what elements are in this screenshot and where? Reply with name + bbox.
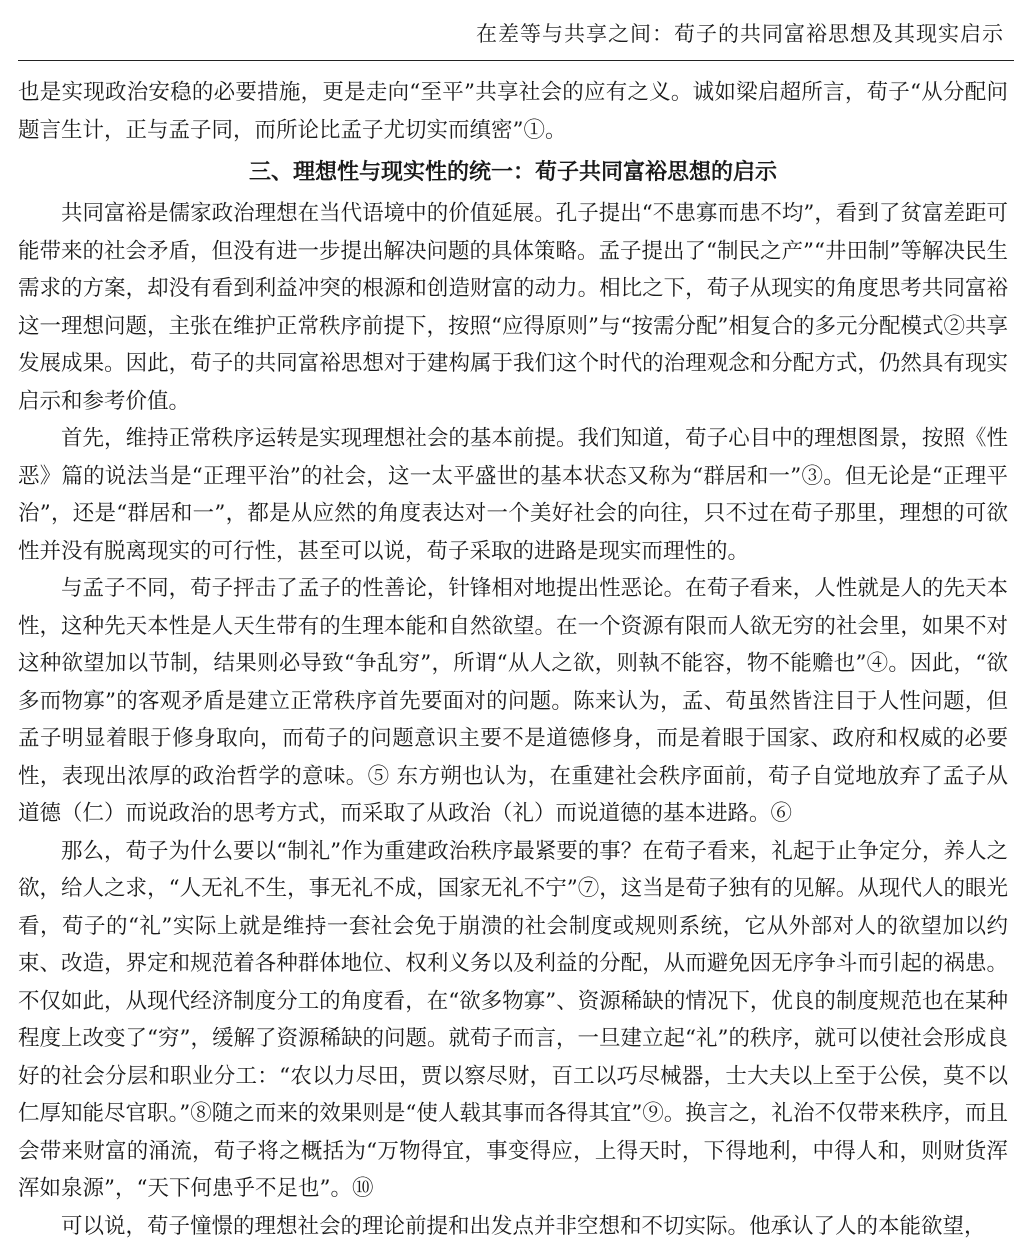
header-divider [18, 60, 1014, 61]
section-heading: 三、理想性与现实性的统一：荀子共同富裕思想的启示 [248, 160, 777, 185]
running-header: 在差等与共享之间：荀子的共同富裕思想及其现实启示 [476, 22, 1004, 46]
paragraph: 可以说，荀子憧憬的理想社会的理论前提和出发点并非空想和不切实际。他承认了人的本能欲望， [61, 1213, 986, 1239]
paragraph: 那么，荀子为什么要以“制礼”作为重建政治秩序最紧要的事？在荀子看来，礼起于止争定分，养人之欲，给人之求，“人无礼不生，事无礼不成，国家无礼不宁”⑦，这当是荀子独有的见解。从现代人的眼光看，荀子的“礼”实际上就是维持一套社会免于崩溃的社会制度或规则系统，它从外部对人的欲望加以约束、改造，界定和规范着各种群体地位、权利义务以及利益的分配，从而避免因无序争斗而引起的祸患。不仅如此，从现代经济制度分工的角度看，在“欲多物寡”、资源稀缺的情况下，优良的制度规范也在某种程度上改变了“穷”，缓解了资源稀缺的问题。就荀子而言，一旦建立起“礼”的秩序，就可以使社会形成良好的社会分层和职业分工：“农以力尽田，贾以察尽财，百工以巧尽械器，士大夫以上至于公侯，莫不以仁厚知能尽官职。”⑧随之而来的效果则是“使人载其事而各得其宜”⑨。换言之，礼治不仅带来秩序，而且会带来财富的涌流，荀子将之概括为“万物得宜，事变得应，上得天时，下得地利，中得人和，则财货浑浑如泉源”，“天下何患乎不足也”。⑩ [18, 838, 1008, 1201]
paragraph: 共同富裕是儒家政治理想在当代语境中的价值延展。孔子提出“不患寡而患不均”，看到了贫富差距可能带来的社会矛盾，但没有进一步提出解决问题的具体策略。孟子提出了“制民之产”“井田制”等解决民生需求的方案，却没有看到利益冲突的根源和创造财富的动力。相比之下，荀子从现实的角度思考共同富裕这一理想问题，主张在维护正常秩序前提下，按照“应得原则”与“按需分配”相复合的多元分配模式②共享发展成果。因此，荀子的共同富裕思想对于建构属于我们这个时代的治理观念和分配方式，仍然具有现实启示和参考价值。 [18, 201, 1008, 414]
paragraph: 与孟子不同，荀子抨击了孟子的性善论，针锋相对地提出性恶论。在荀子看来，人性就是人的先天本性，这种先天本性是人天生带有的生理本能和自然欲望。在一个资源有限而人欲无穷的社会里，如果不对这种欲望加以节制，结果则必导致“争乱穷”，所谓“从人之欲，则執不能容，物不能赡也”④。因此，“欲多而物寡”的客观矛盾是建立正常秩序首先要面对的问题。陈来认为，孟、荀虽然皆注目于人性问题，但孟子明显着眼于修身取向，而荀子的问题意识主要不是道德修身，而是着眼于国家、政府和权威的必要性，表现出浓厚的政治哲学的意味。⑤ 东方朔也认为，在重建社会秩序面前，荀子自觉地放弃了孟子从道德（仁）而说政治的思考方式，而采取了从政治（礼）而说道德的基本进路。⑥ [18, 576, 1008, 826]
article-body [18, 74, 1008, 1245]
paragraph-continuation: 也是实现政治安稳的必要措施，更是走向“至平”共享社会的应有之义。诚如梁启超所言，荀子“从分配问题言生计，正与孟子同，而所论比孟子尤切实而缜密”①。 [18, 80, 1008, 143]
paragraph: 首先，维持正常秩序运转是实现理想社会的基本前提。我们知道，荀子心目中的理想图景，按照《性恶》篇的说法当是“正理平治”的社会，这一太平盛世的基本状态又称为“群居和一”③。但无论是“正理平治”，还是“群居和一”，都是从应然的角度表达对一个美好社会的向往，只不过在荀子那里，理想的可欲性并没有脱离现实的可行性，甚至可以说，荀子采取的进路是现实而理性的。 [18, 426, 1008, 564]
